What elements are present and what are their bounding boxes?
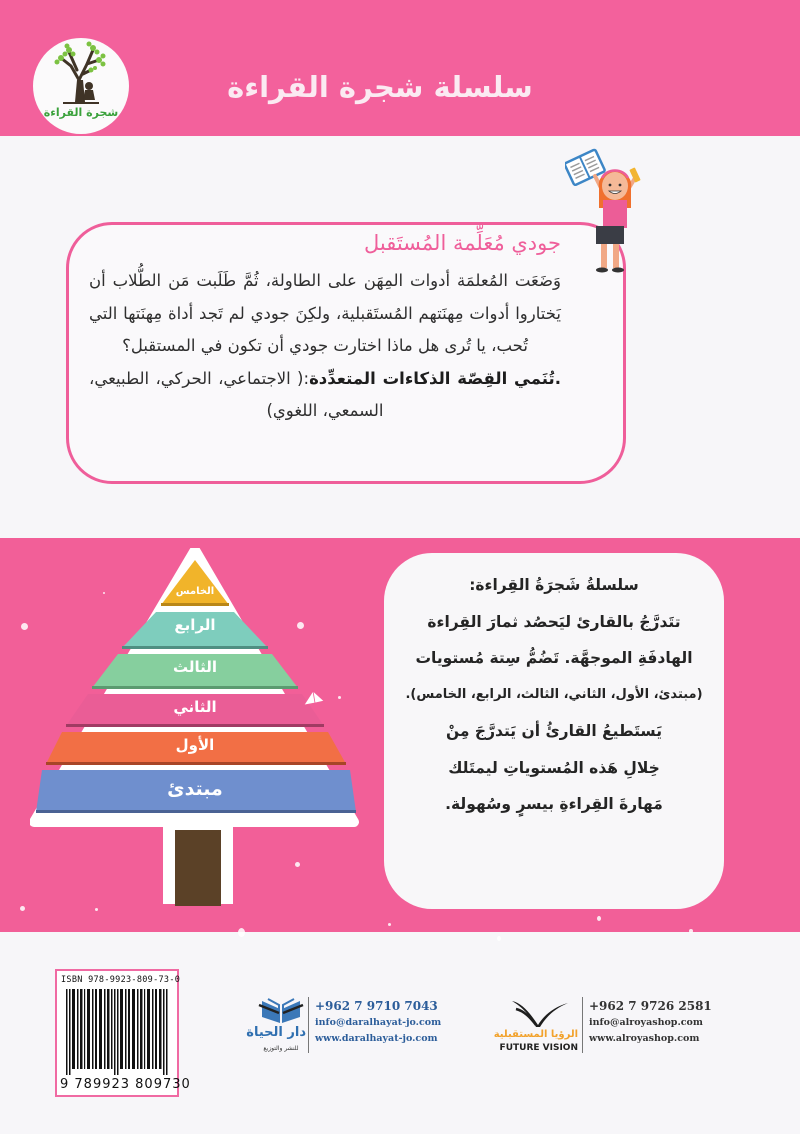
dar-alhayat-contacts bbox=[308, 997, 441, 1053]
series-info-line: تتَدرَّجُ بالقارئ ليَحصُد ثمارَ القِراءة bbox=[427, 612, 681, 631]
publisher-future-vision bbox=[493, 995, 742, 1055]
star-dot bbox=[21, 623, 28, 630]
future-vision-website[interactable]: www.alroyashop.com bbox=[589, 1033, 700, 1044]
series-info-line: يَستَطيعُ القارئُ أن يَتدرَّجَ مِنْ bbox=[445, 722, 663, 740]
series-info-heading: سلسلةُ شَجرَةُ القِراءة: bbox=[469, 576, 639, 594]
paper-plane-icon bbox=[303, 689, 325, 707]
star-dot bbox=[20, 906, 25, 911]
star-dot bbox=[497, 936, 501, 941]
series-info-line: خِلالِ هَذه المُستوياتِ ليمتَلك bbox=[448, 758, 660, 777]
story-title: جودي مُعَلِّمة المُستَقبل bbox=[363, 231, 561, 255]
dar-alhayat-tagline: للنشر والتوزيع bbox=[263, 1045, 299, 1052]
skills-list: :( الاجتماعي، الحركي، الطبيعي، السمعي، اللغوي) bbox=[89, 368, 384, 420]
future-vision-name-en: FUTURE VISION bbox=[499, 1043, 578, 1053]
pyramid-level-4: الرابع bbox=[174, 616, 216, 634]
series-info-box bbox=[384, 553, 724, 909]
pyramid-graphic bbox=[30, 548, 360, 908]
pyramid-level-0: مبتدئ bbox=[167, 778, 223, 800]
barcode-icon bbox=[66, 989, 168, 1075]
logo-caption: شجرة القراءة bbox=[43, 106, 119, 119]
isbn-text: ISBN 978-9923-809-73-0 bbox=[61, 975, 181, 985]
future-vision-contacts bbox=[582, 997, 712, 1053]
dar-alhayat-phone: +962 7 9710 7043 bbox=[315, 999, 438, 1013]
dar-alhayat-website[interactable]: www.daralhayat-jo.com bbox=[315, 1033, 438, 1044]
pyramid-level-1: الأول bbox=[175, 736, 215, 754]
reading-tree-icon bbox=[47, 40, 115, 106]
star-dot bbox=[689, 929, 693, 933]
star-dot bbox=[238, 928, 245, 937]
future-vision-bird-logo-icon bbox=[510, 997, 570, 1029]
reading-levels-pyramid bbox=[30, 548, 360, 908]
star-dot bbox=[388, 923, 391, 926]
future-vision-name-ar: الرؤيا المستقبلية bbox=[493, 1029, 578, 1040]
star-dot bbox=[95, 908, 98, 911]
story-synopsis: وَضَعَت المُعلمَة أدوات المِهَن على الطاولة، ثُمَّ طَلَبت مَن الطُّلاب أن يَختاروا أدوات مِهنَتهم المُستَقبلية، ولكِنَ جودي لم تَجد أداة مِهنَتها التي تُحب، يا تُرى هل ماذا اختارت جودي أن تكون في المستقبل؟ bbox=[89, 271, 561, 355]
series-info-line: الهادفَةِ الموجهَّة. تَضُمُّ سِتة مُستويات bbox=[415, 649, 693, 667]
story-skills bbox=[89, 363, 561, 428]
star-dot bbox=[597, 916, 601, 921]
pyramid-level-5: الخامس bbox=[175, 586, 215, 597]
girl-holding-book-illustration bbox=[565, 148, 655, 230]
series-info-text bbox=[398, 567, 710, 823]
dar-alhayat-name: دار الحياة bbox=[246, 1025, 306, 1040]
series-logo bbox=[33, 38, 129, 134]
pyramid-level-2: الثاني bbox=[173, 698, 217, 716]
isbn-number: 9 789923 809730 bbox=[60, 1077, 191, 1092]
isbn-barcode-box bbox=[55, 969, 191, 1097]
dar-alhayat-email[interactable]: info@daralhayat-jo.com bbox=[315, 1017, 442, 1028]
skills-label: .تُنَمي القِصّة الذكاءات المتعدِّدة bbox=[309, 368, 561, 388]
series-info-line: مَهارةَ القِراءةِ بيسرٍ وسُهولة. bbox=[445, 795, 663, 813]
future-vision-phone: +962 7 9726 2581 bbox=[589, 999, 712, 1013]
dar-alhayat-book-logo-icon bbox=[258, 995, 304, 1025]
series-title: سلسلة شجرة القراءة bbox=[227, 70, 533, 104]
girl-legs-illustration bbox=[590, 226, 630, 274]
story-frame bbox=[66, 222, 626, 484]
series-info-line: (مبتدئ، الأول، الثاني، الثالث، الرابع، الخامس). bbox=[405, 686, 703, 702]
publisher-dar-alhayat bbox=[246, 995, 498, 1055]
future-vision-email[interactable]: info@alroyashop.com bbox=[589, 1017, 703, 1028]
header-band bbox=[0, 0, 800, 136]
story-body bbox=[89, 265, 561, 428]
pyramid-level-3: الثالث bbox=[172, 658, 218, 676]
